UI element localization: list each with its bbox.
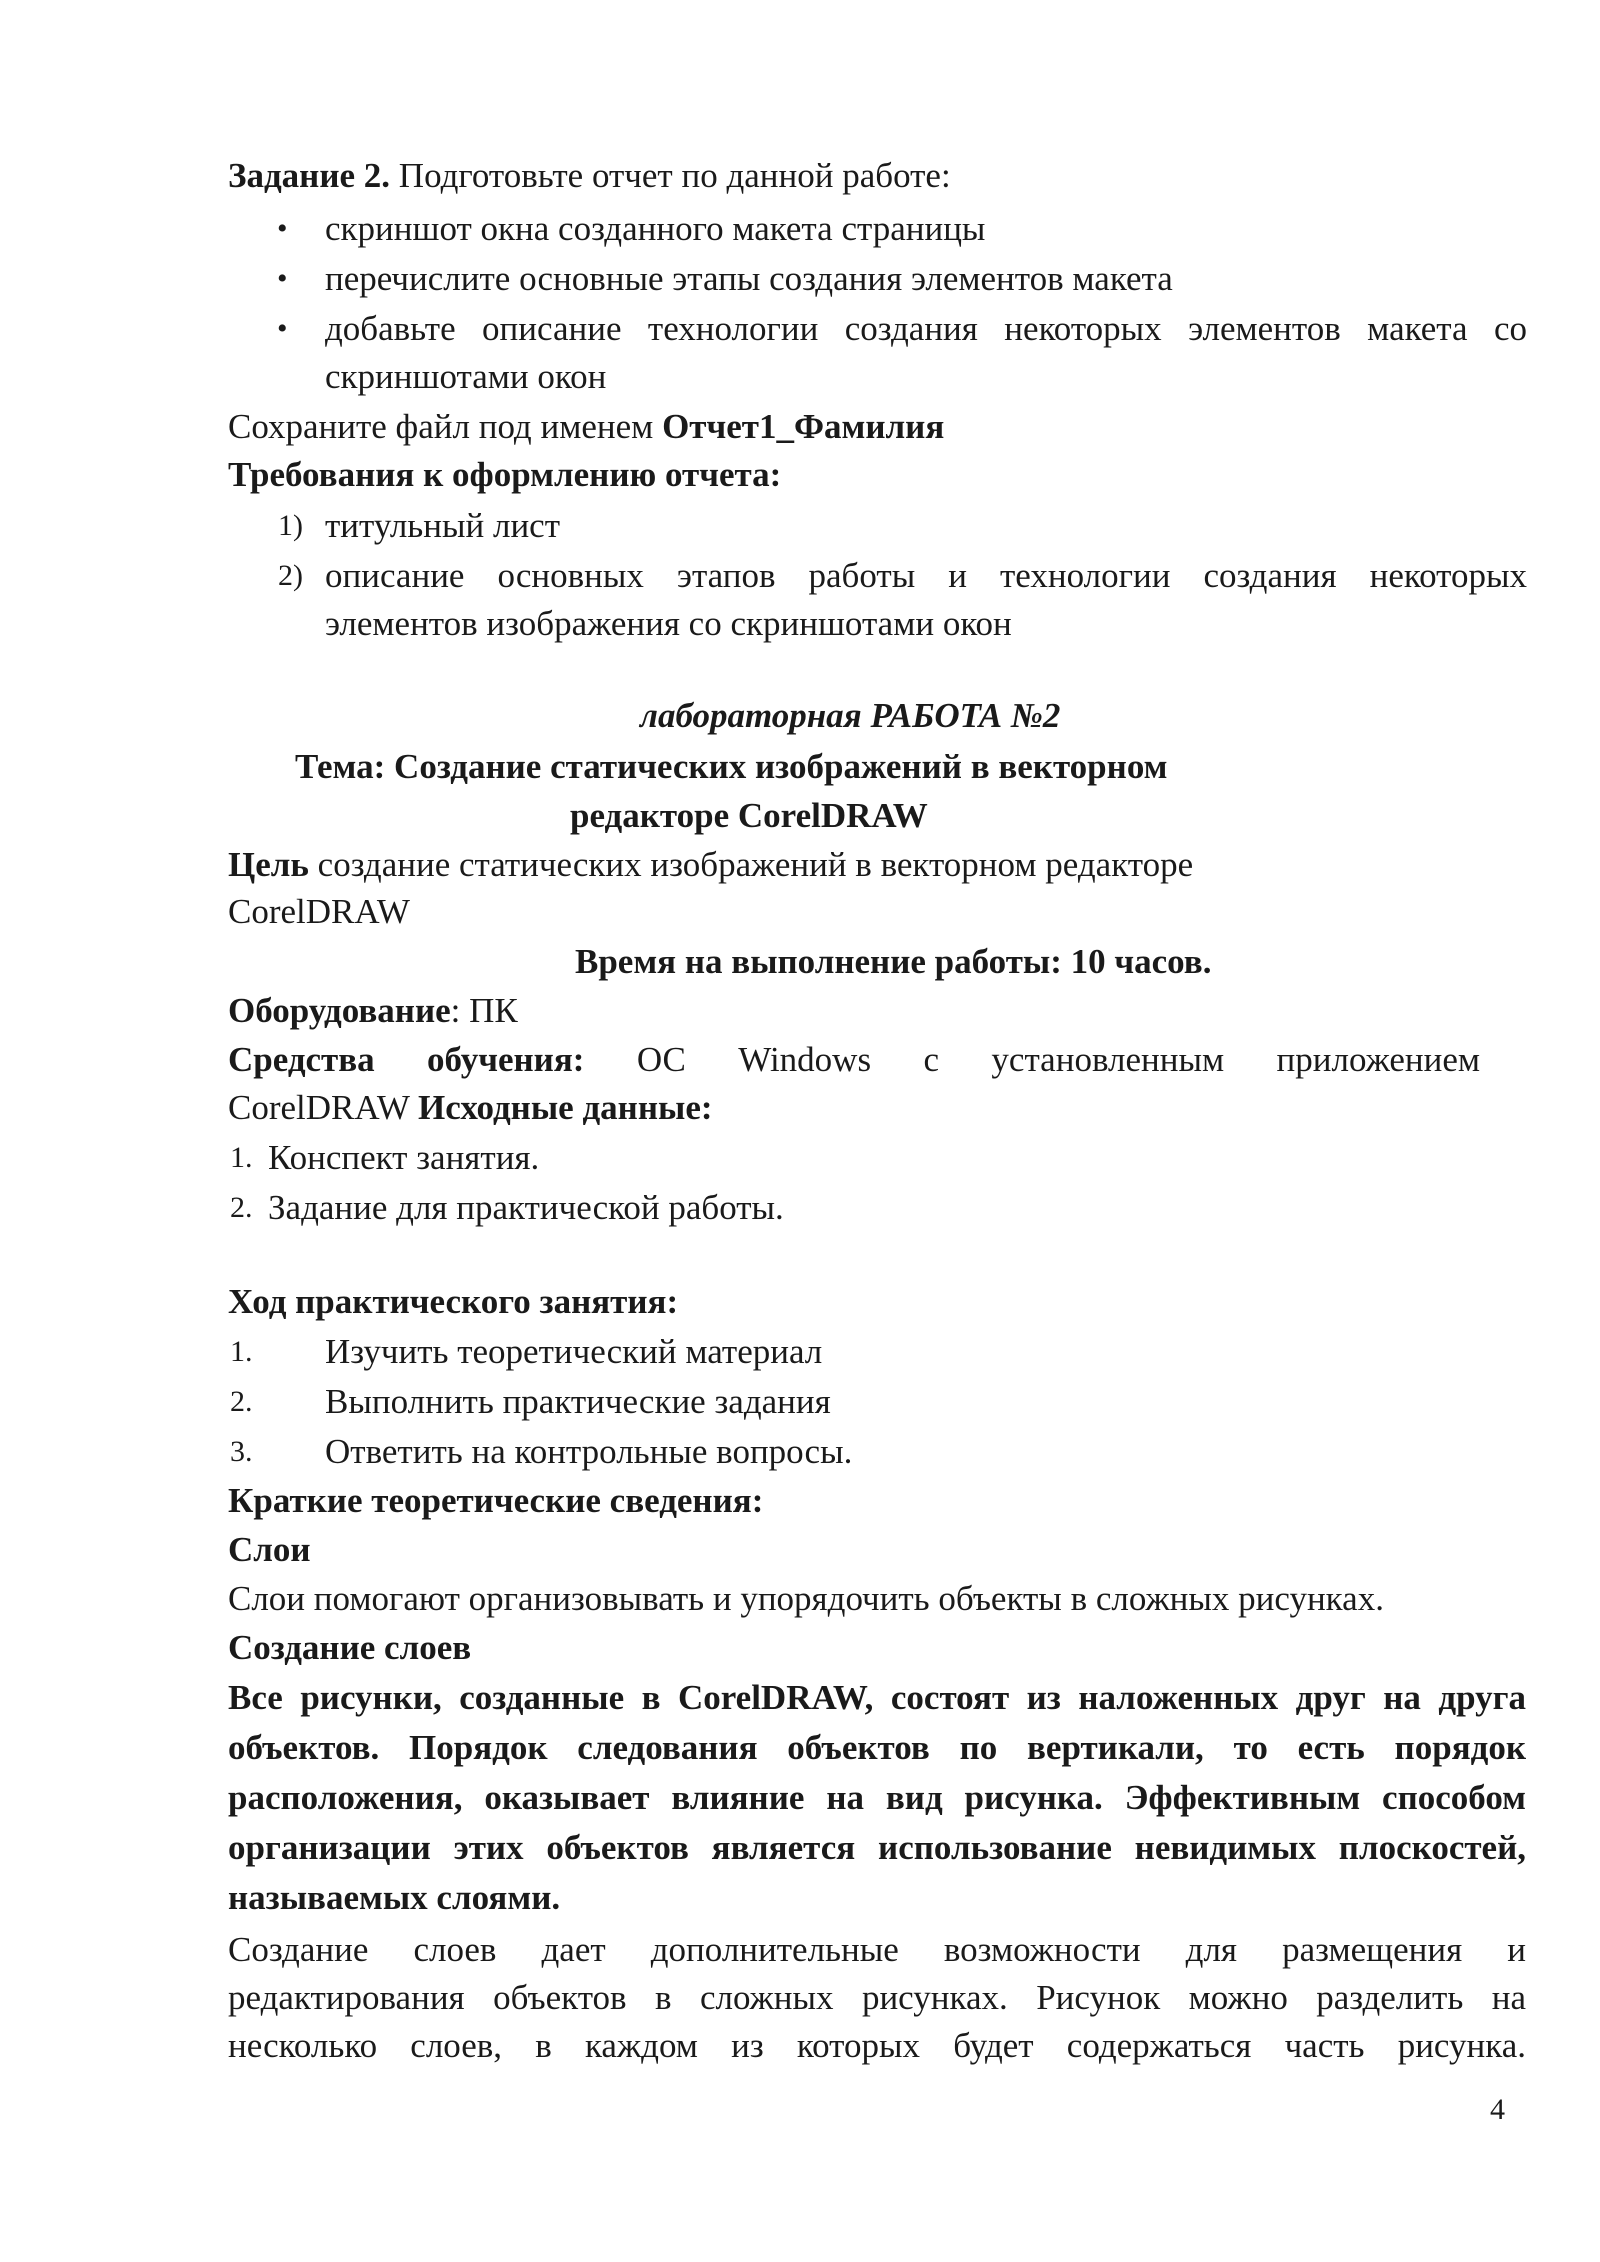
source-label: Исходные данные: <box>418 1088 713 1127</box>
goal-text: создание статических изображений в векторном редакторе <box>308 845 1194 884</box>
goal-label: Цель <box>228 845 309 884</box>
requirement-item-cont: элементов изображения со скриншотами окон <box>325 604 1012 643</box>
requirements-heading: Требования к оформлению отчета: <box>228 455 782 494</box>
bullet-item: скриншот окна созданного макета страницы <box>325 209 986 248</box>
list-number: 2. <box>230 1385 253 1418</box>
means-line <box>228 1036 1480 1084</box>
means-text: ОС Windows с установленным приложением <box>584 1040 1480 1079</box>
bold-paragraph-line: Все рисунки, созданные в CorelDRAW, состоят из наложенных друг на друга <box>228 1678 1526 1717</box>
source-item: Конспект занятия. <box>268 1138 540 1177</box>
layers-heading: Слои <box>228 1530 311 1569</box>
paragraph-line: несколько слоев, в каждом из которых будет содержаться часть рисунка. <box>228 2026 1526 2065</box>
create-layers-heading: Создание слоев <box>228 1628 472 1667</box>
layers-text: Слои помогают организовывать и упорядочить объекты в сложных рисунках. <box>228 1579 1384 1618</box>
paragraph-line: редактирования объектов в сложных рисунках. Рисунок можно разделить на <box>228 1978 1526 2017</box>
lab-topic-line1: Тема: Создание статических изображений в векторном <box>295 747 1168 786</box>
bullet-item-cont: скриншотами окон <box>325 357 607 396</box>
progress-item: Ответить на контрольные вопросы. <box>325 1432 853 1471</box>
task2-line <box>228 152 1528 200</box>
save-line <box>228 403 1528 451</box>
source-item: Задание для практической работы. <box>268 1188 784 1227</box>
progress-heading: Ход практического занятия: <box>228 1282 679 1321</box>
bold-paragraph-line: объектов. Порядок следования объектов по вертикали, то есть порядок <box>228 1728 1526 1767</box>
equipment-label: Оборудование <box>228 991 451 1030</box>
page-number: 4 <box>1490 2093 1505 2126</box>
lab-title: лабораторная РАБОТА №2 <box>640 696 1061 735</box>
list-number: 3. <box>230 1435 253 1468</box>
bullet-icon: • <box>277 312 288 345</box>
paragraph-line: Создание слоев дает дополнительные возможности для размещения и <box>228 1930 1526 1969</box>
list-number: 1) <box>278 509 303 542</box>
progress-item: Изучить теоретический материал <box>325 1332 823 1371</box>
bullet-icon: • <box>277 212 288 245</box>
means-cont: CorelDRAW <box>228 1088 419 1127</box>
list-number: 1. <box>230 1141 253 1174</box>
bold-paragraph-line: расположения, оказывает влияние на вид рисунка. Эффективным способом <box>228 1778 1526 1817</box>
equipment-text: : ПК <box>450 991 518 1030</box>
save-text: Сохраните файл под именем <box>228 407 663 446</box>
task2-label: Задание 2. <box>228 156 391 195</box>
bold-paragraph-line: называемых слоями. <box>228 1878 561 1917</box>
work-time: Время на выполнение работы: 10 часов. <box>575 942 1212 981</box>
bullet-item: добавьте описание технологии создания некоторых элементов макета со <box>325 309 1527 348</box>
list-number: 2) <box>278 559 303 592</box>
task2-text: Подготовьте отчет по данной работе: <box>390 156 951 195</box>
list-number: 1. <box>230 1335 253 1368</box>
means-label: Средства обучения: <box>228 1040 585 1079</box>
list-number: 2. <box>230 1191 253 1224</box>
bullet-item: перечислите основные этапы создания элементов макета <box>325 259 1173 298</box>
goal-cont: CorelDRAW <box>228 892 410 931</box>
progress-item: Выполнить практические задания <box>325 1382 831 1421</box>
bullet-icon: • <box>277 262 288 295</box>
theory-heading: Краткие теоретические сведения: <box>228 1481 764 1520</box>
means-cont-line <box>228 1084 1528 1132</box>
save-filename: Отчет1_Фамилия <box>662 407 945 446</box>
equipment-line <box>228 987 1528 1035</box>
lab-topic-line2: редакторе CorelDRAW <box>570 796 928 835</box>
bold-paragraph-line: организации этих объектов является использование невидимых плоскостей, <box>228 1828 1526 1867</box>
goal-line <box>228 841 1528 889</box>
requirement-item: описание основных этапов работы и технологии создания некоторых <box>325 556 1527 595</box>
requirement-item: титульный лист <box>325 506 561 545</box>
